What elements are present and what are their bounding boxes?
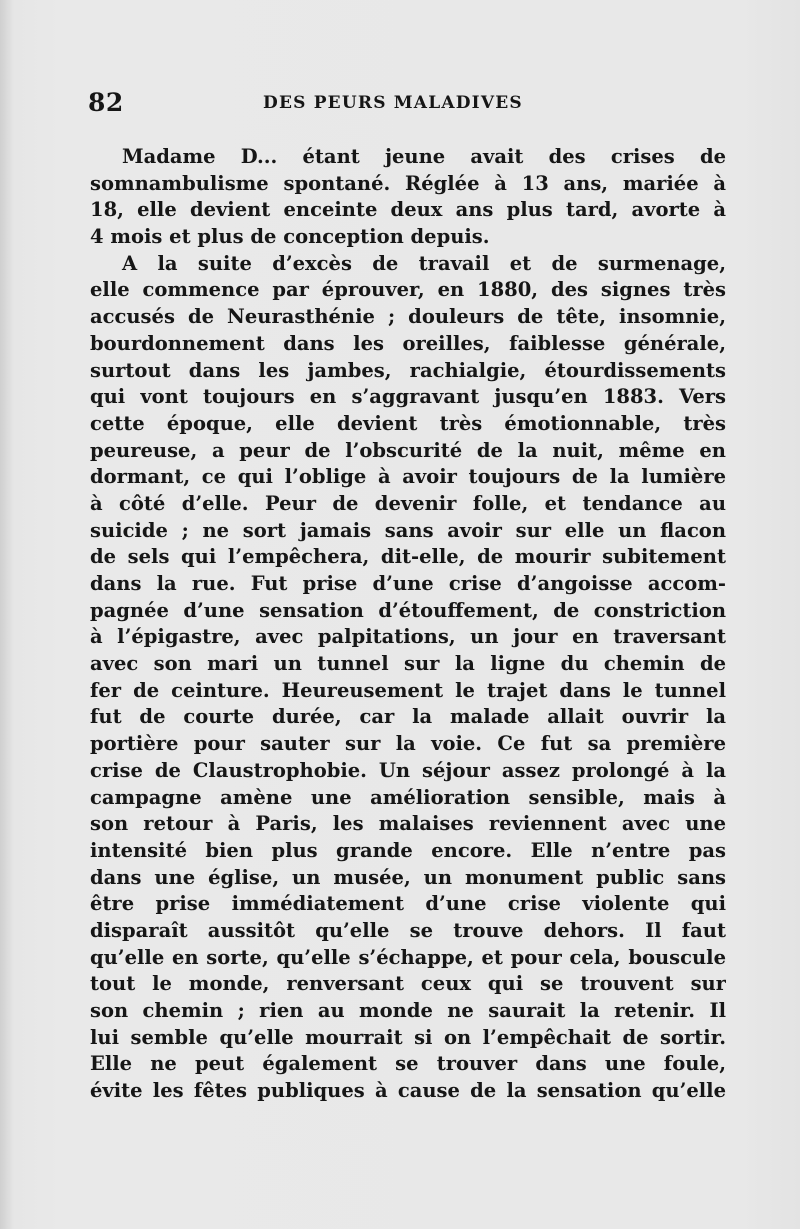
text-line: disparaît aussitôt qu’elle se trouve dehors. Il faut: [90, 918, 726, 942]
text-line: à l’épigastre, avec palpitations, un jour en traversant: [90, 625, 726, 649]
text-line: dans une église, un musée, un monument public sans: [90, 865, 726, 889]
text-line: être prise immédiatement d’une crise violente qui: [90, 892, 726, 916]
text-line: fer de ceinture. Heureusement le trajet dans le tunnel: [90, 678, 726, 702]
text-line: elle commence par éprouver, en 1880, des signes très: [90, 278, 726, 302]
text-line: lui semble qu’elle mourrait si on l’empêchait de sortir.: [90, 1025, 726, 1049]
text-line: crise de Claustrophobie. Un séjour assez prolongé à la: [90, 758, 726, 782]
page-number: 82: [88, 88, 124, 117]
text-line: évite les fêtes publiques à cause de la sensation qu’elle: [90, 1079, 726, 1103]
page-header: [88, 88, 728, 118]
text-line: fut de courte durée, car la malade allait ouvrir la: [90, 705, 726, 729]
text-line: dormant, ce qui l’oblige à avoir toujours de la lumière: [90, 465, 726, 489]
text-line: peureuse, a peur de l’obscurité de la nuit, même en: [90, 438, 726, 462]
text-line: Madame D... étant jeune avait des crises de: [122, 145, 726, 168]
text-line: dans la rue. Fut prise d’une crise d’angoisse accom-: [90, 572, 726, 595]
text-line: qu’elle en sorte, qu’elle s’échappe, et pour cela, bouscule: [90, 945, 726, 969]
text-line: somnambulisme spontané. Réglée à 13 ans, mariée à: [90, 171, 726, 195]
body-text: [90, 144, 726, 1105]
text-line: qui vont toujours en s’aggravant jusqu’en 1883. Vers: [90, 385, 726, 409]
running-title: DES PEURS MALADIVES: [263, 93, 523, 113]
text-line: surtout dans les jambes, rachialgie, étourdissements: [90, 358, 726, 382]
text-line: cette époque, elle devient très émotionnable, très: [90, 411, 726, 435]
text-line: bourdonnement dans les oreilles, faiblesse générale,: [90, 331, 726, 355]
text-line: de sels qui l’empêchera, dit-elle, de mourir subitement: [90, 545, 726, 569]
text-line: portière pour sauter sur la voie. Ce fut sa première: [90, 732, 726, 756]
text-line: Elle ne peut également se trouver dans une foule,: [90, 1052, 726, 1076]
text-line: A la suite d’excès de travail et de surmenage,: [122, 251, 726, 275]
text-line: pagnée d’une sensation d’étouffement, de constriction: [90, 598, 726, 622]
text-line: à côté d’elle. Peur de devenir folle, et tendance au: [90, 491, 726, 515]
text-line: intensité bien plus grande encore. Elle n’entre pas: [90, 838, 726, 862]
text-line: accusés de Neurasthénie ; douleurs de tête, insomnie,: [90, 305, 726, 329]
text-line: suicide ; ne sort jamais sans avoir sur elle un flacon: [90, 518, 726, 542]
text-line: avec son mari un tunnel sur la ligne du chemin de: [90, 652, 726, 676]
text-line: son chemin ; rien au monde ne saurait la retenir. Il: [90, 999, 726, 1022]
text-line: 4 mois et plus de conception depuis.: [90, 225, 490, 249]
text-line: son retour à Paris, les malaises reviennent avec une: [90, 812, 726, 836]
text-line: campagne amène une amélioration sensible, mais à: [90, 785, 726, 809]
text-line: 18, elle devient enceinte deux ans plus tard, avorte à: [90, 198, 726, 222]
text-line: tout le monde, renversant ceux qui se trouvent sur: [90, 972, 726, 996]
